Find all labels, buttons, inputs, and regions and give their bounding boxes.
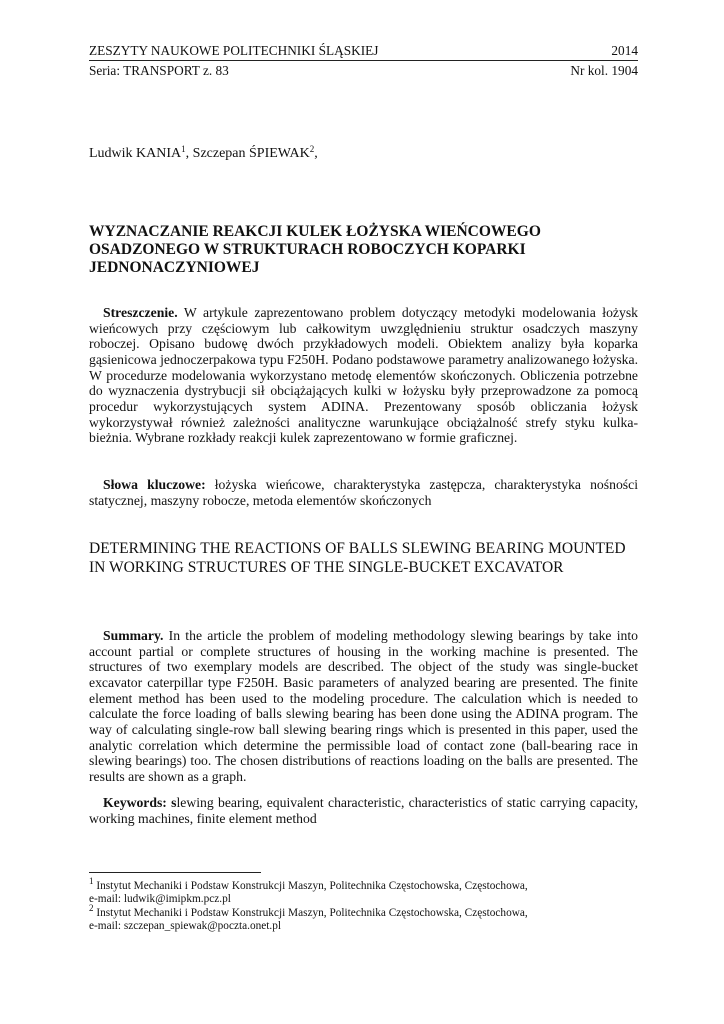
keywords-polish — [89, 477, 638, 508]
summary-text: In the article the problem of modeling methodology slewing bearings by take into account partial or complete structures of housing in the working machine is presented. The structures of two exemplary models are described. The object of the study was single-bucket excavator caterpillar type F250H. Basic parameters of analyzed bearing are presented. The finite element method has been used to the modeling procedure. The calculation which is needed to calculate the force loading of balls slewing bearing has been done using the ADINA program. The way of calculating single-row ball slewing bearing rings which is presented in this paper, used the analytic correlation which determine the permissible load of contact zone (ball-bearing race in slewing bearings) too. The chosen distributions of reactions loading on the balls are presented. The results are shown as a graph. — [89, 628, 638, 784]
keywords-label: Keywords: s — [103, 795, 177, 810]
author-list-trailing: , — [314, 146, 318, 161]
author-list — [89, 146, 318, 162]
footnote-1 — [89, 876, 638, 906]
footnote-email: e-mail: szczepan_spiewak@poczta.onet.pl — [89, 920, 282, 933]
abstract-text: W artykule zaprezentowano problem dotyczący metodyki modelowania łożysk wieńcowych przy częściowym lub całkowitym uwzględnieniu struktur osadczych maszyny roboczej. Opisano budowę dwóch przykładowych modeli. Obiektem analizy była koparka gąsienicowa jednoczerpakowa typu F250H. Podano podstawowe parametry analizowanego łożyska. W procedurze modelowania wykorzystano metodę elementów skończonych. Obliczenia potrzebne do wyznaczenia dystrybucji sił obciążających kulki w łożysku były przeprowadzone za pomocą procedur wykorzystujących system ADINA. Prezentowany sposób obliczania łożysk wykorzystywał również zależności analityczne warunkujące obciążalność strefy styku kulka-bieżnia. Wybrane rozkłady reakcji kulek zaprezentowano w formie graficznej. — [89, 305, 638, 446]
summary-label: Summary. — [103, 628, 164, 643]
abstract-polish — [89, 305, 638, 446]
paper-title-polish: WYZNACZANIE REAKCJI KULEK ŁOŻYSKA WIEŃCOWEGO OSADZONEGO W STRUKTURACH ROBOCZYCH KOPARKI JEDNONACZYNIOWEJ — [89, 223, 541, 276]
header-divider — [89, 60, 638, 61]
volume-number: Nr kol. 1904 — [570, 63, 638, 78]
journal-name: ZESZYTY NAUKOWE POLITECHNIKI ŚLĄSKIEJ — [89, 43, 379, 58]
journal-year: 2014 — [611, 43, 638, 58]
paper-title-english: DETERMINING THE REACTIONS OF BALLS SLEWING BEARING MOUNTED IN WORKING STRUCTURES OF THE SINGLE-BUCKET EXCAVATOR — [89, 540, 626, 576]
footnote-affiliation: Instytut Mechaniki i Podstaw Konstrukcji Maszyn, Politechnika Częstochowska, Częstochowa, — [93, 907, 528, 919]
author-affiliation-mark: 1 — [181, 144, 186, 154]
abstract-english — [89, 628, 638, 785]
author-name: Ludwik KANIA — [89, 146, 182, 161]
footnote-2 — [89, 903, 638, 933]
keywords-english — [89, 795, 638, 826]
keywords-label: Słowa kluczowe: — [103, 477, 206, 492]
running-header-bottom — [89, 63, 638, 79]
footnote-email: e-mail: ludwik@imipkm.pcz.pl — [89, 893, 231, 906]
footnote-divider — [89, 872, 261, 873]
series-label: Seria: TRANSPORT z. 83 — [89, 63, 229, 78]
footnote-mark: 1 — [89, 876, 94, 886]
author-separator: , — [185, 146, 193, 161]
author-affiliation-mark: 2 — [309, 144, 315, 154]
keywords-text: łożyska wieńcowe, charakterystyka zastępcza, charakterystyka nośności statycznej, maszyny robocze, metoda elementów skończonych — [89, 477, 638, 508]
running-header-top — [89, 43, 638, 59]
footnote-mark: 2 — [89, 903, 94, 913]
abstract-label: Streszczenie. — [103, 305, 178, 320]
author-name: Szczepan ŚPIEWAK — [192, 146, 310, 161]
footnote-affiliation: Instytut Mechaniki i Podstaw Konstrukcji Maszyn, Politechnika Częstochowska, Częstochowa, — [93, 880, 528, 892]
keywords-text: lewing bearing, equivalent characteristic, characteristics of static carrying capacity, working machines, finite element method — [89, 795, 638, 826]
